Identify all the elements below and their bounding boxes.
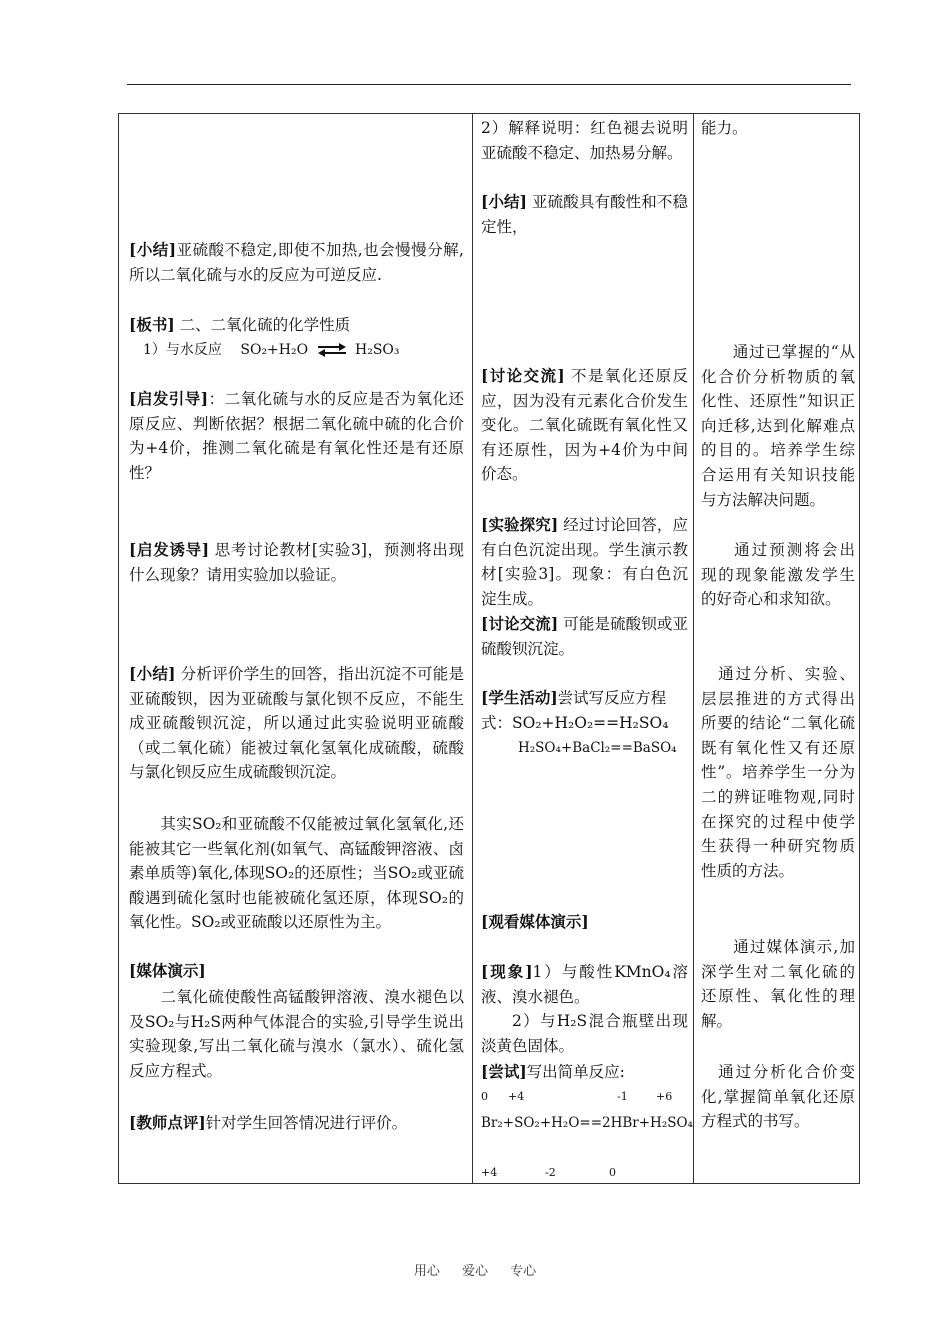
phenomenon-text: 1）与酸性KMnO₄溶液、溴水褪色。: [481, 963, 689, 1006]
teacher-column: [119, 114, 473, 1183]
paragraph-text: 其实SO₂和亚硫酸不仅能被过氧化氢氧化,还能被其它一些氧化剂(如氧气、高锰酸钾溶液、卤素单质等)氧化,体现SO₂的还原性；当SO₂或亚硫酸遇到硫化氢时也能被硫化氢还原，体现SO₂的氧化性。SO₂或亚硫酸以还原性为主。: [129, 815, 464, 932]
guide-block-2: [129, 538, 464, 587]
summary-tag: [小结]: [129, 664, 176, 683]
water-reaction: [143, 338, 464, 363]
summary-tag: [小结]: [129, 240, 177, 259]
try-text: 写出简单反应:: [526, 1063, 625, 1081]
intent-block-4: [701, 935, 855, 1033]
intent-block-3: [701, 662, 855, 883]
try-tag: [尝试]: [481, 1062, 527, 1081]
intent-text: 通过预测将会出现的现象能激发学生的好奇心和求知欲。: [701, 541, 855, 609]
ox-state: +4: [481, 1166, 498, 1179]
reaction-prefix: 1）与水反应: [143, 342, 222, 358]
comment-block: [129, 1111, 464, 1136]
header-rule: [127, 84, 851, 85]
phenomenon-block-2: [481, 1009, 688, 1058]
phenomenon-tag: [现象]: [481, 962, 533, 981]
lesson-table: [118, 113, 860, 1184]
summary-text: 亚硫酸不稳定,即使不加热,也会慢慢分解,所以二氧化硫与水的反应为可逆反应.: [129, 241, 464, 284]
phenomenon-block: [481, 960, 688, 1009]
try-block: [481, 1060, 688, 1085]
page-footer: 用心 爱心 专心: [413, 1264, 537, 1279]
reaction-right: H₂SO₃: [355, 342, 400, 358]
board-tag: [板书]: [129, 315, 175, 334]
media-text: 二氧化硫使酸性高锰酸钾溶液、溴水褪色以及SO₂与H₂S两种气体混合的实验,引导学生说出实验现象,写出二氧化硫与溴水（氯水）、硫化氢反应方程式。: [129, 988, 464, 1080]
explain-text: 2）解释说明：红色褪去说明亚硫酸不稳定、加热易分解。: [481, 119, 688, 162]
reaction-left: SO₂+H₂O: [240, 342, 309, 358]
explore-tag: [实验探究]: [481, 515, 559, 534]
explore-text: 经过讨论回答，应有白色沉淀出现。学生演示教材[实验3]。现象：有白色沉淀生成。: [481, 516, 688, 608]
summary-text: 亚硫酸具有酸性和不稳定性，: [481, 193, 688, 236]
discuss-tag: [讨论交流]: [481, 366, 565, 385]
watch-tag: [观看媒体演示]: [481, 912, 589, 931]
activity-tag: [学生活动]: [481, 688, 558, 707]
guide-tag: [启发引导]: [129, 389, 209, 408]
activity-equation-2: [518, 736, 688, 761]
summary-block: [481, 190, 688, 239]
discuss-block-2: [481, 612, 688, 661]
reversible-arrow-icon: [317, 343, 347, 357]
intent-column: [693, 114, 859, 1183]
oxidation-paragraph: [129, 812, 464, 935]
ox-state: +4: [508, 1090, 525, 1103]
ox-state: -2: [545, 1166, 556, 1179]
equation-text: H₂SO₄+BaCl₂==BaSO₄: [518, 740, 677, 756]
ox-state: +6: [656, 1090, 673, 1103]
guide-block-1: [129, 387, 464, 485]
watch-block: [481, 910, 688, 935]
summary-text: 分析评价学生的回答，指出沉淀不可能是亚硫酸钡，因为亚硫酸与氯化钡不反应，不能生成亚硫酸钡沉淀，所以通过此实验说明亚硫酸（或二氧化硫）能被过氧化氢氧化成硫酸，硫酸与氯化钡反应生成硫酸钡沉淀。: [129, 665, 464, 782]
explore-block: [481, 513, 688, 611]
activity-text: 尝试写反应方程式：SO₂+H₂O₂==H₂SO₄: [481, 689, 669, 732]
discuss-text: 可能是硫酸钡或亚硫酸钡沉淀。: [481, 615, 688, 658]
ability-text: 能力。: [701, 119, 748, 137]
intent-text: 通过媒体演示,加深学生对二氧化硫的还原性、氧化性的理解。: [701, 938, 855, 1030]
board-block: [129, 313, 464, 338]
intent-block-5: [701, 1060, 855, 1134]
discuss-tag: [讨论交流]: [481, 614, 559, 633]
media-tag-line: [129, 959, 464, 984]
phenomenon-text-2: 2）与H₂S混合瓶壁出现淡黄色固体。: [481, 1012, 688, 1055]
equation-text: Br₂+SO₂+H₂O==2HBr+H₂SO₄: [481, 1115, 693, 1131]
intent-text: 通过分析、实验、层层推进的方式得出所要的结论“二氧化硫既有氧化性又有还原性”。培养学生一分为二的辨证唯物观,同时在探究的过程中使学生获得一种研究物质性质的方法。: [701, 665, 855, 880]
guide-text: ：二氧化硫与水的反应是否为氧化还原反应、判断依据？根据二氧化硫中硫的化合价为+4价，推测二氧化硫是有氧化性还是有还原性？: [129, 390, 464, 482]
intent-text: 通过已掌握的“从化合价分析物质的氧化性、还原性”知识正向迁移,达到化解难点的目的。培养学生综合运用有关知识技能与方法解决问题。: [701, 343, 855, 509]
ox-state: 0: [481, 1090, 488, 1103]
summary-block-1: [129, 238, 464, 287]
discuss-block-1: [481, 364, 688, 487]
intent-block-2: [701, 538, 855, 612]
guide-tag: [启发诱导]: [129, 540, 210, 559]
board-text: 二、二氧化硫的化学性质: [179, 316, 351, 334]
ability-block: [701, 116, 855, 141]
summary-tag: [小结]: [481, 192, 527, 211]
comment-tag: [教师点评]: [129, 1113, 206, 1132]
explain-block: [481, 116, 688, 165]
intent-block-1: [701, 340, 855, 512]
ox-state: 0: [609, 1166, 616, 1179]
bromine-equation: [481, 1111, 693, 1136]
summary-block-2: [129, 662, 464, 785]
ox-state: -1: [617, 1090, 628, 1103]
comment-text: 针对学生回答情况进行评价。: [205, 1114, 408, 1132]
intent-text: 通过分析化合价变化,掌握简单氧化还原方程式的书写。: [701, 1063, 855, 1131]
media-tag: [媒体演示]: [129, 961, 206, 980]
student-column: [472, 114, 694, 1183]
guide-text: 思考讨论教材[实验3]，预测将出现什么现象？请用实验加以验证。: [129, 541, 464, 584]
discuss-text: 不是氧化还原反应，因为没有元素化合价发生变化。二氧化硫既有氧化性又有还原性，因为+4价为中间价态。: [481, 367, 688, 484]
activity-block: [481, 686, 688, 735]
media-block: [129, 985, 464, 1083]
